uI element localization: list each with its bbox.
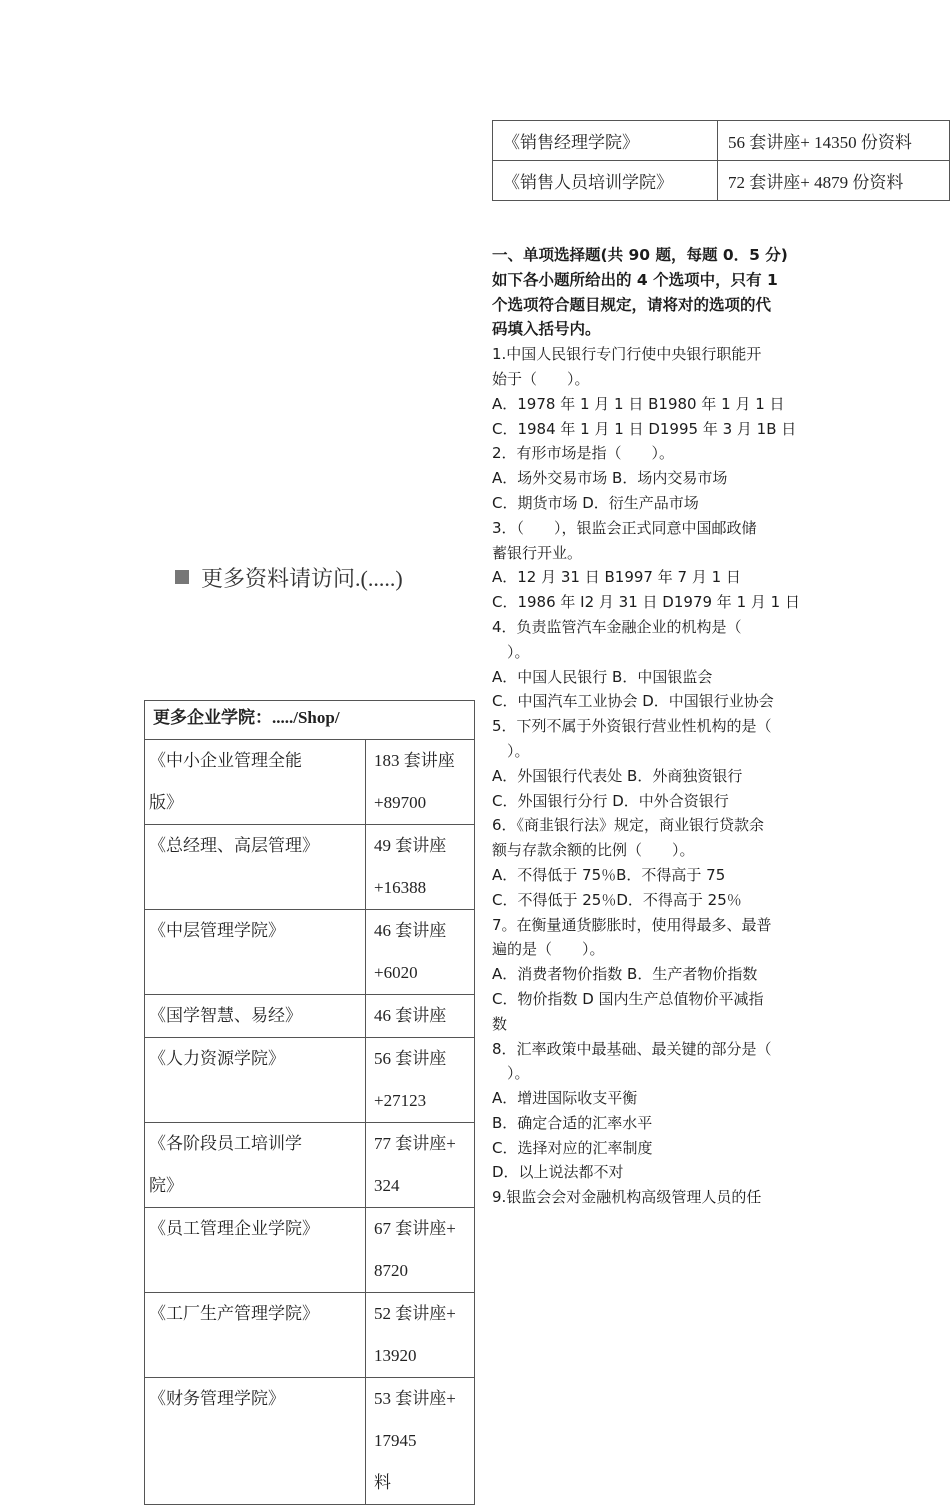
question-line: ）。 <box>492 1064 530 1083</box>
academy-name-text: 《总经理、高层管理》 <box>149 836 319 855</box>
question-line: C．期货市场 D．衍生产品市场 <box>492 493 699 512</box>
table-header-row <box>145 701 475 740</box>
question-line: ）。 <box>492 741 530 760</box>
academy-detail-text: 49 套讲座+16388 <box>374 836 447 897</box>
academy-detail <box>366 825 475 910</box>
question-line: A．外国银行代表处 B．外商独资银行 <box>492 766 743 785</box>
question-line: A．不得低于 75％B．不得高于 75 <box>492 865 726 884</box>
table-body <box>145 740 475 1505</box>
question-line: 4．负责监管汽车金融企业的机构是（ <box>492 617 742 636</box>
table-row <box>145 1123 475 1208</box>
question-line: A．中国人民银行 B．中国银监会 <box>492 667 713 686</box>
academy-detail <box>366 1208 475 1293</box>
academy-name-text: 《中小企业管理全能 版》 <box>149 751 302 812</box>
academy-detail <box>366 740 475 825</box>
question-line: 始于（ ）。 <box>492 369 590 388</box>
question-line: C．不得低于 25％D．不得高于 25％ <box>492 890 742 909</box>
academy-name <box>145 1378 366 1505</box>
course-detail: 72 套讲座+ 4879 份资料 <box>718 161 950 201</box>
table-row <box>145 910 475 995</box>
academy-name <box>145 1123 366 1208</box>
question-line: C．外国银行分行 D．中外合资银行 <box>492 791 729 810</box>
academy-detail <box>366 1378 475 1505</box>
academy-detail-text: 46 套讲座+6020 <box>374 921 447 982</box>
question-line: C．中国汽车工业协会 D．中国银行业协会 <box>492 692 774 711</box>
question-line: C．物价指数 D 国内生产总值物价平减指 <box>492 989 764 1008</box>
question-line: 7。在衡量通货膨胀时，使用得最多、最普 <box>492 915 772 934</box>
question-line: C．1984 年 1 月 1 日 D1995 年 3 月 1B 日 <box>492 419 797 438</box>
question-line: 数 <box>492 1014 508 1033</box>
table-row <box>145 1293 475 1378</box>
table-row <box>145 1208 475 1293</box>
academy-detail <box>366 910 475 995</box>
academy-name <box>145 1208 366 1293</box>
course-name: 《销售人员培训学院》 <box>493 161 718 201</box>
visit-link-text[interactable] <box>175 562 403 593</box>
question-section <box>492 243 810 1210</box>
academy-name-text: 《各阶段员工培训学 院》 <box>149 1134 302 1195</box>
question-list <box>492 342 810 1210</box>
course-name: 《销售经理学院》 <box>493 121 718 161</box>
academy-detail <box>366 995 475 1038</box>
table-row <box>145 825 475 910</box>
question-line: A．12 月 31 日 B1997 年 7 月 1 日 <box>492 568 741 587</box>
top-course-table <box>492 120 950 201</box>
course-detail: 56 套讲座+ 14350 份资料 <box>718 121 950 161</box>
question-line: 遍的是（ ）。 <box>492 940 605 959</box>
academy-detail <box>366 1038 475 1123</box>
question-line: A．消费者物价指数 B．生产者物价指数 <box>492 965 758 984</box>
academy-name-text: 《员工管理企业学院》 <box>149 1219 319 1238</box>
table-row <box>145 1038 475 1123</box>
table-row <box>145 995 475 1038</box>
academy-name <box>145 910 366 995</box>
question-line: 6．《商韭银行法》规定，商业银行贷款余 <box>492 816 765 835</box>
academy-detail-text: 53 套讲座+ 17945 料 <box>374 1389 456 1492</box>
question-line: 9.银监会会对金融机构高级管理人员的任 <box>492 1188 762 1207</box>
section-heading: 一、单项选择题(共 90 题，每题 0．5 分) <box>492 246 788 264</box>
academy-detail-text: 77 套讲座+ 324 <box>374 1134 456 1195</box>
question-line: 5．下列不属于外资银行营业性机构的是（ <box>492 717 772 736</box>
academy-name <box>145 825 366 910</box>
question-line: 3．（ ），银监会正式同意中国邮政储 <box>492 518 757 537</box>
academy-name-text: 《人力资源学院》 <box>149 1049 285 1068</box>
visit-label: 更多资料请访问.(.....) <box>201 566 403 591</box>
table-row <box>493 161 950 201</box>
academy-name-text: 《财务管理学院》 <box>149 1389 285 1408</box>
academy-name <box>145 740 366 825</box>
academy-detail-text: 46 套讲座 <box>374 1006 447 1025</box>
academy-name <box>145 995 366 1038</box>
section-instructions: 个选项符合题目规定，请将对的选项的代 <box>492 295 772 314</box>
question-line: 蓄银行开业。 <box>492 543 583 562</box>
question-line: 1.中国人民银行专门行使中央银行职能开 <box>492 345 762 364</box>
section-instructions: 码填入括号内。 <box>492 320 601 339</box>
academy-detail-text: 56 套讲座+27123 <box>374 1049 447 1110</box>
question-line: 额与存款余额的比例（ ）。 <box>492 841 695 860</box>
academy-table <box>144 700 475 1505</box>
question-line: B．确定合适的汇率水平 <box>492 1113 653 1132</box>
academy-detail-text: 183 套讲座+89700 <box>374 751 455 812</box>
table-row <box>145 1378 475 1505</box>
question-line: 2．有形市场是指（ ）。 <box>492 444 675 463</box>
question-line: C．选择对应的汇率制度 <box>492 1138 653 1157</box>
square-bullet-icon <box>175 570 189 584</box>
question-line: A．1978 年 1 月 1 日 B1980 年 1 月 1 日 <box>492 394 785 413</box>
academy-detail <box>366 1293 475 1378</box>
question-line: A．场外交易市场 B．场内交易市场 <box>492 469 728 488</box>
question-line: ）。 <box>492 642 530 661</box>
table-row <box>145 740 475 825</box>
academy-name <box>145 1293 366 1378</box>
academy-name-text: 《工厂生产管理学院》 <box>149 1304 319 1323</box>
academy-name <box>145 1038 366 1123</box>
academy-detail-text: 52 套讲座+ 13920 <box>374 1304 461 1365</box>
academy-detail-text: 67 套讲座+ 8720 <box>374 1219 461 1280</box>
academy-name-text: 《国学智慧、易经》 <box>149 1006 302 1025</box>
section-instructions: 如下各小题所给出的 4 个选项中，只有 1 <box>492 270 778 289</box>
question-line: C．1986 年 I2 月 31 日 D1979 年 1 月 1 日 <box>492 593 800 612</box>
table-header: 更多企业学院：...../Shop/ <box>145 701 475 740</box>
question-line: D．以上说法都不对 <box>492 1163 624 1182</box>
academy-name-text: 《中层管理学院》 <box>149 921 285 940</box>
academy-detail <box>366 1123 475 1208</box>
question-line: 8．汇率政策中最基础、最关键的部分是（ <box>492 1039 772 1058</box>
question-line: A．增进国际收支平衡 <box>492 1089 638 1108</box>
table-row <box>493 121 950 161</box>
